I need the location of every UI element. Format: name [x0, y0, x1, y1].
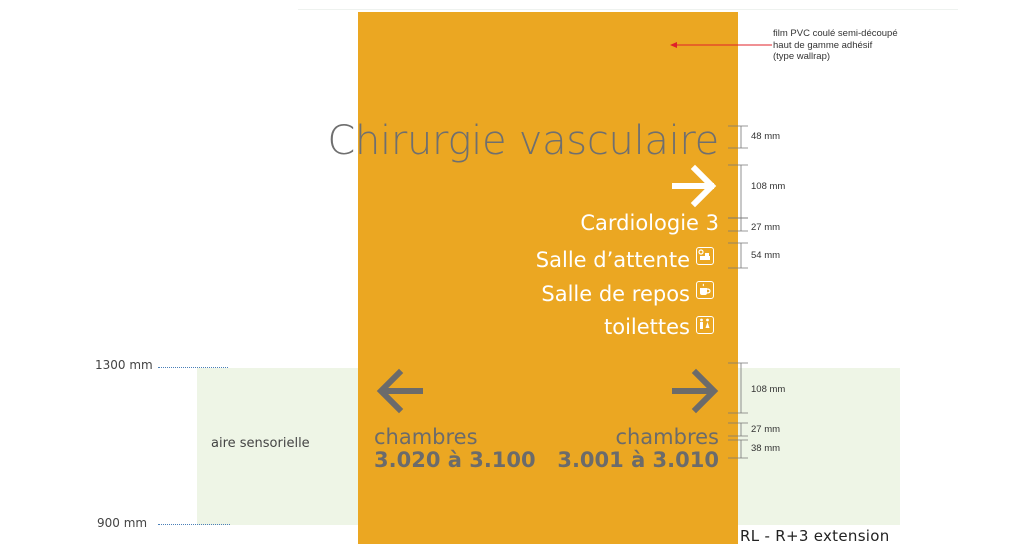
level-lower-guide — [158, 524, 230, 525]
dim-title: 48 mm — [751, 131, 781, 142]
destination-toilettes: toilettes — [604, 315, 690, 339]
left-rooms-label: chambres — [374, 425, 478, 449]
waiting-room-icon — [696, 247, 714, 265]
arrow-left-icon — [374, 368, 424, 414]
dim-lower-spacing: 27 mm — [751, 424, 781, 435]
coffee-cup-icon — [696, 281, 714, 299]
destination-salle-repos: Salle de repos — [541, 282, 690, 306]
dim-spacing: 27 mm — [751, 222, 781, 233]
level-upper: 1300 mm — [95, 358, 153, 372]
sensory-zone-label: aire sensorielle — [211, 436, 310, 451]
level-upper-guide — [158, 367, 228, 368]
left-rooms-range: 3.020 à 3.100 — [374, 448, 536, 472]
right-rooms-range: 3.001 à 3.010 — [557, 448, 719, 472]
destination-cardiologie: Cardiologie 3 — [580, 211, 719, 235]
panel-title: Chirurgie vasculaire — [327, 118, 719, 164]
dim-arrow: 108 mm — [751, 181, 786, 192]
dim-number-height: 38 mm — [751, 443, 781, 454]
toilets-icon — [696, 316, 714, 334]
level-lower: 900 mm — [97, 516, 148, 530]
dimension-brackets — [724, 120, 754, 465]
material-note: film PVC coulé semi-découpé haut de gamme adhésif (type wallrap) — [773, 28, 898, 62]
annotation-arrow — [668, 40, 773, 50]
right-rooms-label: chambres — [615, 425, 719, 449]
arrow-right-icon — [671, 164, 719, 208]
dim-lower-arrow: 108 mm — [751, 384, 786, 395]
arrow-right-icon — [671, 368, 721, 414]
top-guide-line — [298, 9, 958, 10]
reference-label: RL - R+3 extension — [740, 527, 890, 545]
dim-line-height: 54 mm — [751, 250, 781, 261]
sign-panel — [327, 12, 738, 544]
destination-salle-attente: Salle d’attente — [535, 248, 690, 272]
